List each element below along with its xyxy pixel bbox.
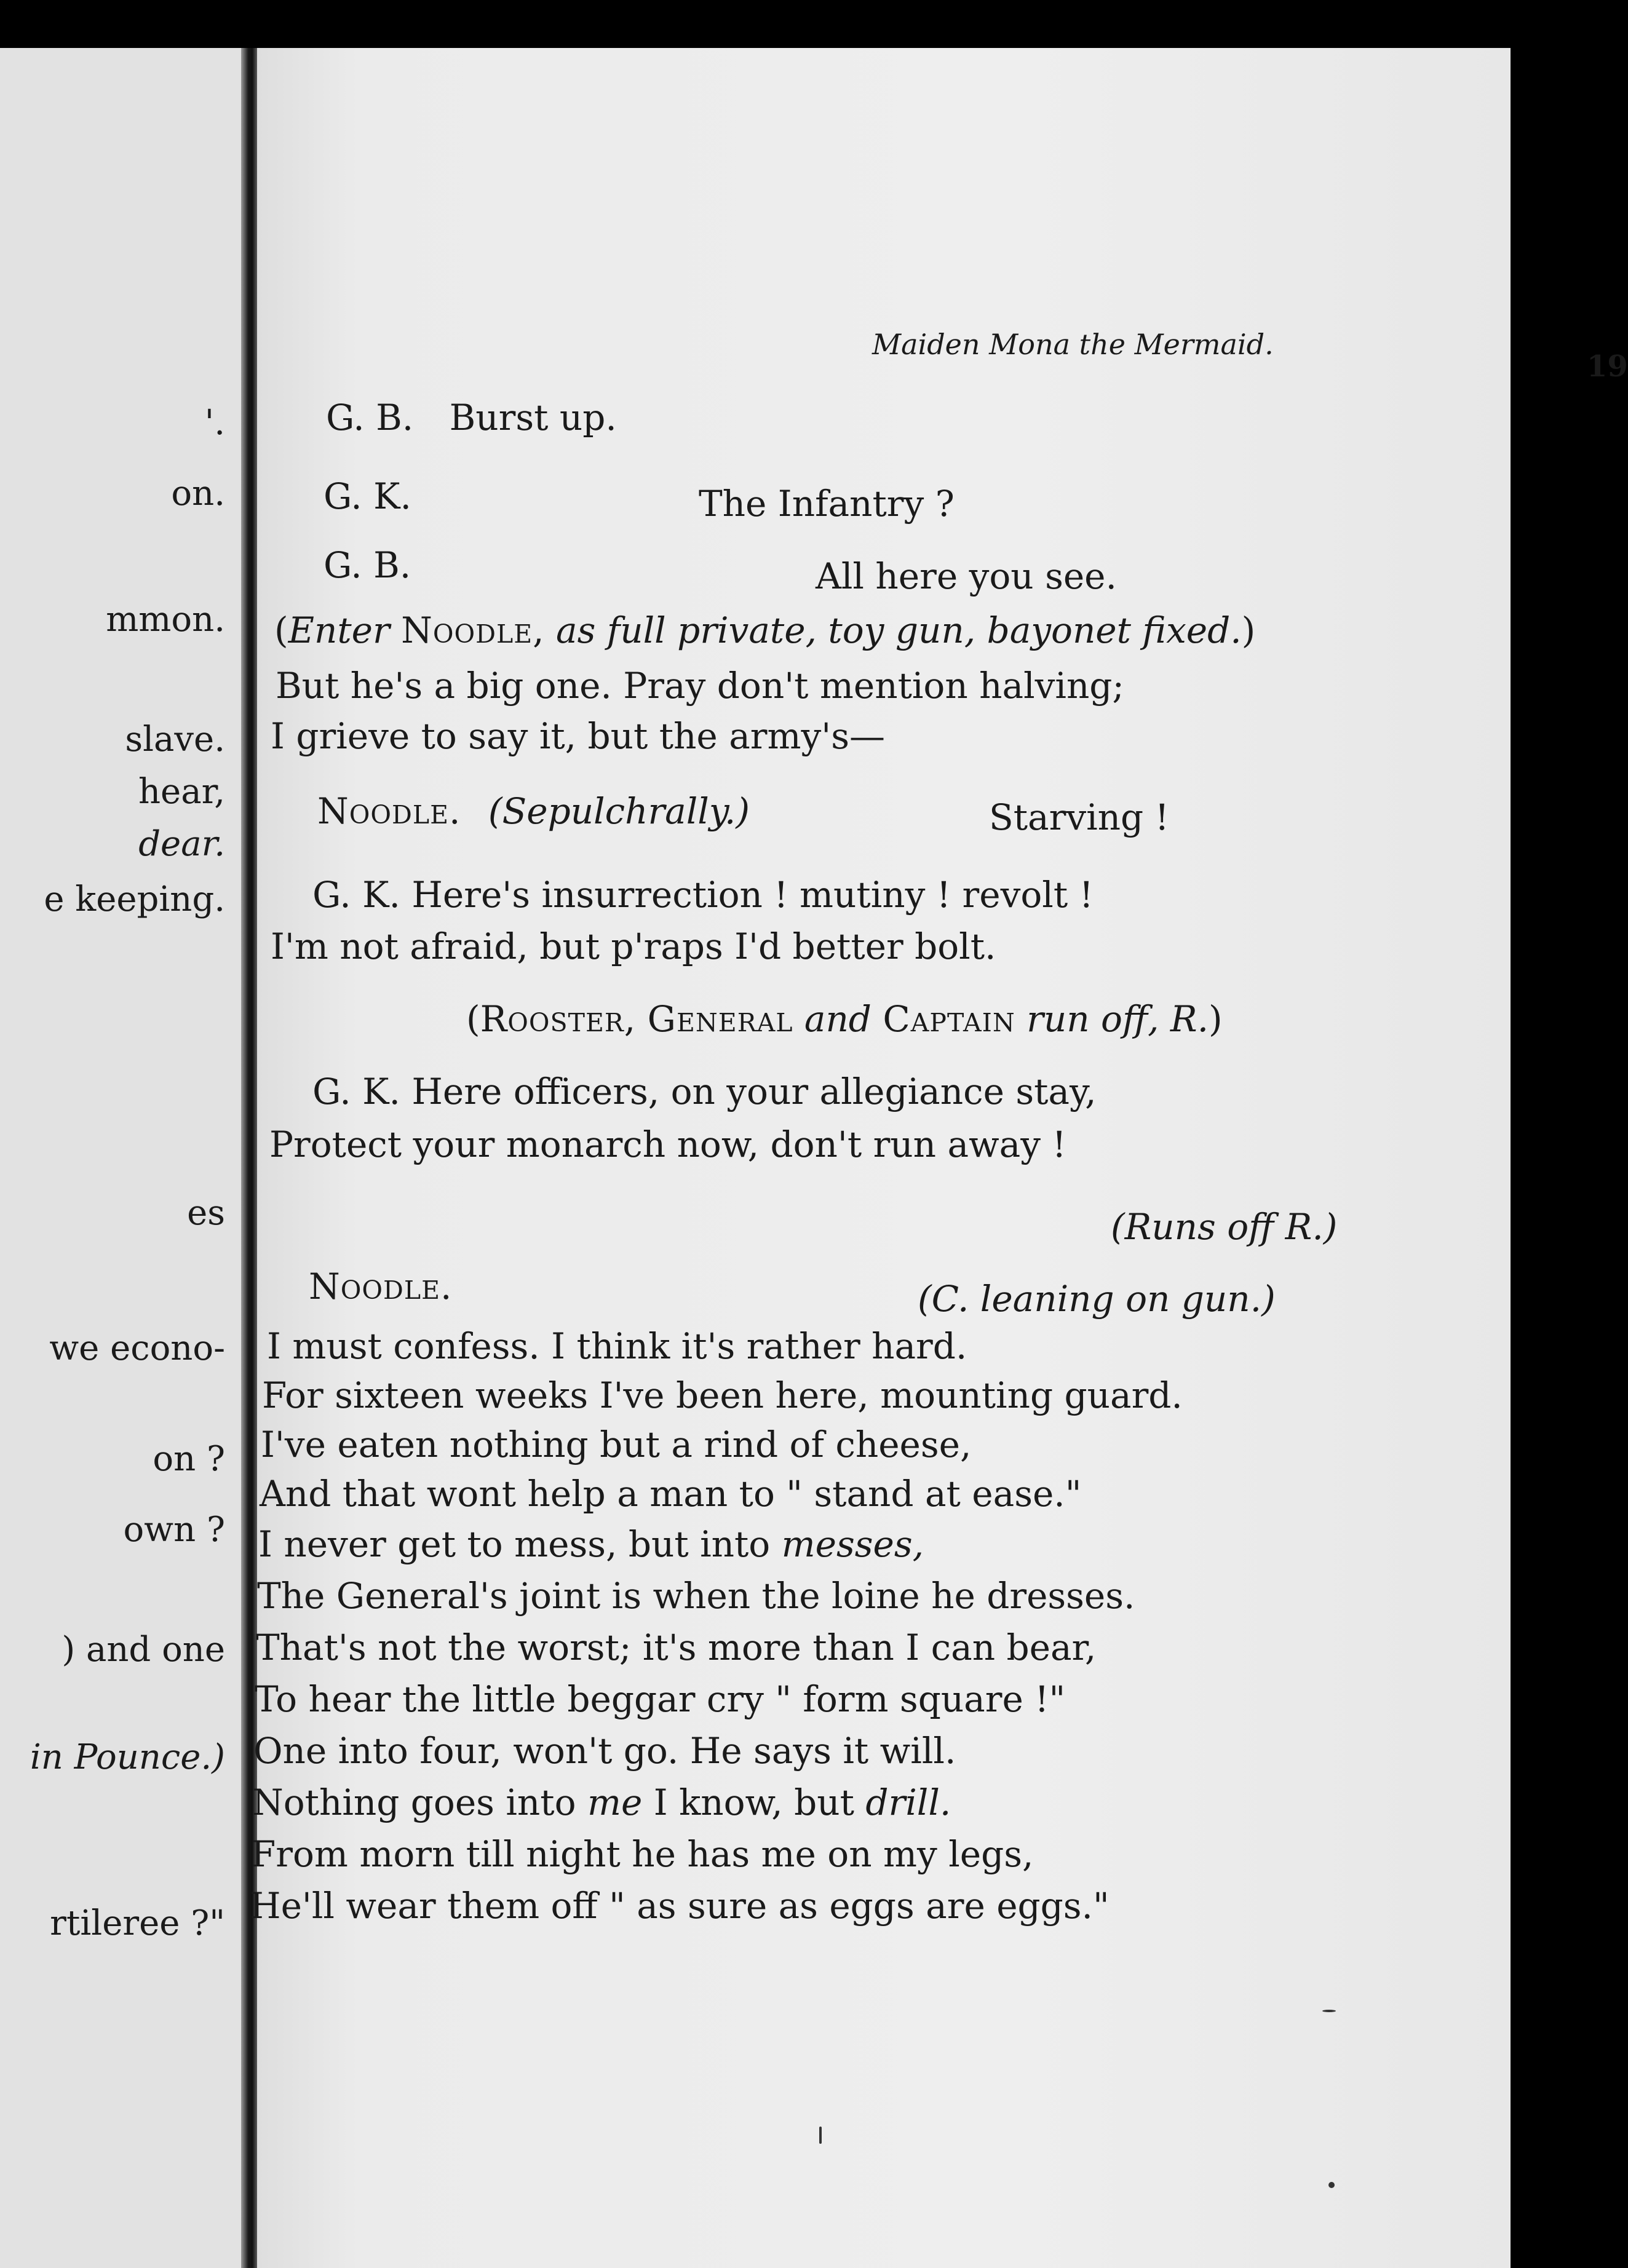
speaker-noodle: Noodle. bbox=[309, 1266, 453, 1307]
left-page-text-fragment: on. bbox=[171, 474, 225, 513]
ink-speck bbox=[819, 2127, 822, 2144]
verse-line: I grieve to say it, but the army's— bbox=[271, 715, 885, 757]
stage-direction-enter-noodle bbox=[274, 609, 1256, 651]
left-page-text-fragment: dear. bbox=[138, 824, 225, 864]
left-page-text-fragment: mmon. bbox=[106, 600, 225, 640]
line-all-here: All here you see. bbox=[816, 555, 1117, 597]
paren-close: ) bbox=[1241, 609, 1256, 651]
verse-line: G. K. Here officers, on your allegiance stay, bbox=[312, 1071, 1097, 1112]
left-page bbox=[0, 48, 241, 2268]
left-page-text-fragment: rtileree ?" bbox=[50, 1903, 225, 1943]
line-gb-burst-up bbox=[326, 397, 617, 438]
left-page-text-fragment: hear, bbox=[138, 772, 225, 812]
line-text: Burst up. bbox=[449, 397, 617, 438]
left-page-text-fragment: we econo- bbox=[49, 1328, 225, 1368]
right-page bbox=[250, 48, 1628, 2268]
running-title: Maiden Mona the Mermaid. bbox=[872, 328, 1274, 361]
verse-line: But he's a big one. Pray don't mention halving; bbox=[276, 665, 1124, 707]
direction-text: as full private, toy gun, bayonet fixed. bbox=[556, 609, 1242, 651]
left-page-text-fragment: slave. bbox=[125, 720, 225, 759]
character-name: Captain bbox=[883, 998, 1015, 1040]
verse-line: And that wont help a man to " stand at ease." bbox=[260, 1473, 1082, 1515]
line-starving: Starving ! bbox=[989, 796, 1169, 838]
paren-open: ( bbox=[466, 998, 480, 1040]
verse-text: I know, but bbox=[642, 1782, 866, 1823]
stage-direction-run-off bbox=[466, 998, 1223, 1040]
direction-text: and bbox=[804, 998, 872, 1040]
verse-line: For sixteen weeks I've been here, mounting guard. bbox=[262, 1374, 1183, 1416]
verse-line: G. K. Here's insurrection ! mutiny ! revolt ! bbox=[312, 874, 1094, 916]
stage-direction: (Sepulchrally.) bbox=[488, 790, 750, 832]
verse-line: From morn till night he has me on my legs, bbox=[251, 1833, 1034, 1875]
verse-line bbox=[252, 1782, 951, 1823]
speaker-label: G. B. bbox=[326, 397, 414, 438]
line-infantry: The Infantry ? bbox=[699, 483, 955, 525]
direction-text: run off, R. bbox=[1026, 998, 1209, 1040]
left-page-text-fragment: es bbox=[187, 1193, 225, 1233]
speaker-gk: G. K. bbox=[324, 475, 411, 517]
verse-line: I must confess. I think it's rather hard. bbox=[267, 1325, 967, 1367]
left-page-text-fragment: in Pounce.) bbox=[30, 1737, 225, 1777]
character-name: Noodle, bbox=[401, 609, 545, 651]
page-number: 19 bbox=[1587, 349, 1628, 384]
verse-line: Protect your monarch now, don't run away ! bbox=[269, 1124, 1066, 1165]
emphasis: me bbox=[587, 1782, 643, 1823]
verse-text: I never get to mess, but into bbox=[258, 1523, 782, 1565]
paren-close: ) bbox=[1209, 998, 1223, 1040]
left-page-text-fragment: own ? bbox=[123, 1510, 225, 1550]
verse-line: That's not the worst; it's more than I can bear, bbox=[256, 1627, 1097, 1668]
verse-line: One into four, won't go. He says it will. bbox=[253, 1730, 956, 1772]
verse-line: The General's joint is when the loine he dresses. bbox=[257, 1575, 1135, 1617]
verse-line: He'll wear them off " as sure as eggs are eggs." bbox=[250, 1885, 1110, 1927]
left-page-text-fragment: e keeping. bbox=[44, 879, 225, 919]
emphasis: messes, bbox=[781, 1523, 924, 1565]
character-name: Rooster, bbox=[480, 998, 637, 1040]
verse-line bbox=[258, 1523, 924, 1565]
speaker-label: Noodle. bbox=[317, 790, 461, 832]
paren-open: ( bbox=[274, 609, 288, 651]
left-page-text-fragment: ) and one bbox=[62, 1630, 225, 1670]
book-gutter bbox=[241, 48, 257, 2268]
stage-direction-leaning: (C. leaning on gun.) bbox=[918, 1278, 1276, 1320]
book-spread bbox=[0, 48, 1628, 2268]
left-page-text-fragment: '. bbox=[204, 403, 225, 443]
verse-line: To hear the little beggar cry " form square !" bbox=[255, 1678, 1066, 1720]
verse-line: I've eaten nothing but a rind of cheese, bbox=[261, 1424, 972, 1465]
left-page-text-fragment: on ? bbox=[153, 1439, 225, 1479]
emphasis: drill. bbox=[865, 1782, 951, 1823]
verse-text: Nothing goes into bbox=[252, 1782, 587, 1823]
stage-direction-runs-off: (Runs off R.) bbox=[1111, 1206, 1338, 1248]
line-noodle-starving bbox=[317, 790, 750, 832]
enter-word: Enter bbox=[288, 609, 390, 651]
speaker-gb: G. B. bbox=[324, 544, 411, 586]
character-name: General bbox=[647, 998, 793, 1040]
ink-speck bbox=[1328, 2182, 1335, 2188]
verse-line: I'm not afraid, but p'raps I'd better bolt. bbox=[271, 926, 996, 967]
ink-speck bbox=[1322, 2010, 1336, 2012]
